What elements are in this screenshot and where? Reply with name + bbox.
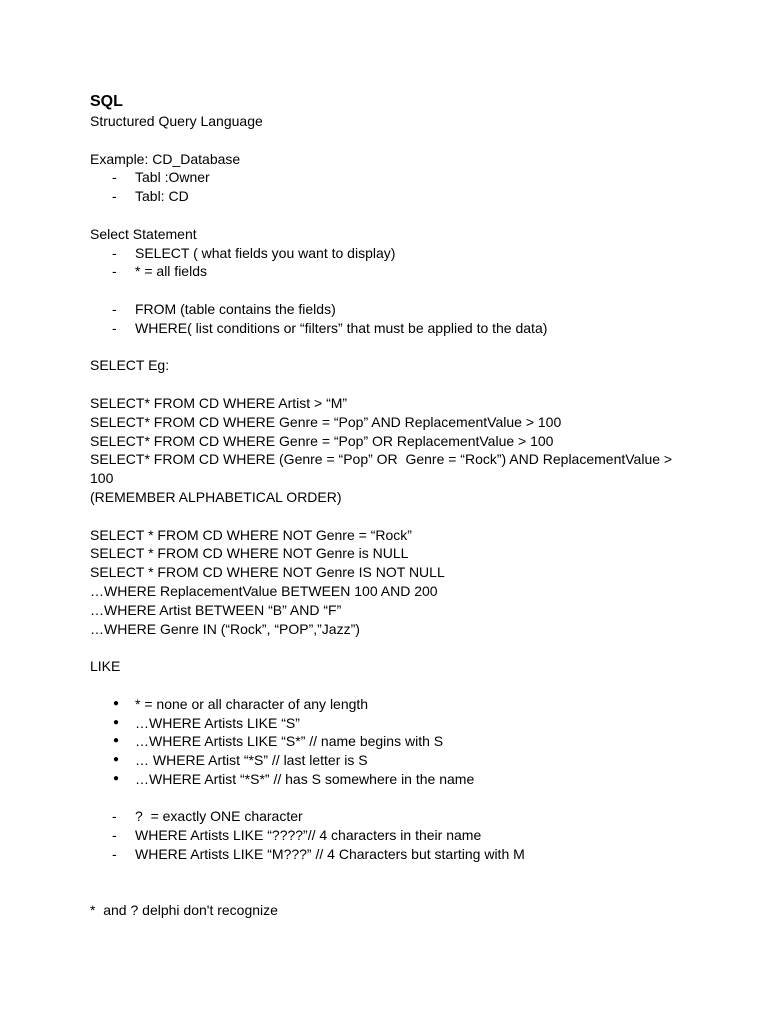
- example-list: [90, 168, 690, 206]
- like-dash-list: [90, 807, 690, 863]
- document-subtitle: Structured Query Language: [90, 113, 263, 129]
- footer-note: * and ? delphi don't recognize: [90, 902, 278, 919]
- list-item: ● * = none or all character of any length: [90, 695, 690, 714]
- select-statement-list-a: [90, 244, 690, 282]
- list-item: - ? = exactly ONE character: [90, 807, 690, 826]
- query-line: SELECT * FROM CD WHERE NOT Genre = “Rock”: [90, 526, 412, 543]
- query-line: SELECT* FROM CD WHERE Artist > “M”: [90, 394, 348, 411]
- list-item: - Tabl :Owner: [90, 168, 690, 187]
- select-eg-heading: SELECT Eg:: [90, 357, 170, 374]
- like-heading: LIKE: [90, 658, 121, 675]
- list-item: ● … WHERE Artist “*S” // last letter is S: [90, 751, 690, 770]
- list-item: - FROM (table contains the fields): [90, 300, 690, 319]
- list-item: - WHERE Artists LIKE “M???” // 4 Characters but starting with M: [90, 845, 690, 864]
- select-statement-list-b: [90, 300, 690, 338]
- list-item: ● …WHERE Artists LIKE “S*” // name begins with S: [90, 732, 690, 751]
- query-line: SELECT* FROM CD WHERE Genre = “Pop” OR ReplacementValue > 100: [90, 432, 554, 449]
- list-item: - * = all fields: [90, 262, 690, 281]
- query-line: SELECT * FROM CD WHERE NOT Genre is NULL: [90, 545, 409, 562]
- list-item: - WHERE Artists LIKE “????”// 4 characters in their name: [90, 826, 690, 845]
- query-note: (REMEMBER ALPHABETICAL ORDER): [90, 488, 342, 505]
- list-item: - Tabl: CD: [90, 187, 690, 206]
- query-line: SELECT* FROM CD WHERE Genre = “Pop” AND ReplacementValue > 100: [90, 413, 562, 430]
- list-item: ● …WHERE Artist “*S*” // has S somewhere in the name: [90, 770, 690, 789]
- document-title: SQL: [90, 93, 123, 110]
- like-bullet-list: [90, 695, 690, 789]
- document-page: [90, 92, 690, 920]
- query-line: 100: [90, 470, 114, 487]
- example-heading: Example: CD_Database: [90, 150, 241, 167]
- query-line: …WHERE Artist BETWEEN “B” AND “F”: [90, 601, 342, 618]
- query-line: SELECT* FROM CD WHERE (Genre = “Pop” OR Genre = “Rock”) AND ReplacementValue >: [90, 451, 673, 468]
- select-statement-heading: Select Statement: [90, 225, 197, 242]
- query-line: …WHERE Genre IN (“Rock”, “POP”,”Jazz”): [90, 620, 360, 637]
- list-item: - WHERE( list conditions or “filters” that must be applied to the data): [90, 319, 690, 338]
- list-item: - SELECT ( what fields you want to display): [90, 244, 690, 263]
- query-line: …WHERE ReplacementValue BETWEEN 100 AND 200: [90, 582, 438, 599]
- query-line: SELECT * FROM CD WHERE NOT Genre IS NOT NULL: [90, 564, 445, 581]
- list-item: ● …WHERE Artists LIKE “S”: [90, 714, 690, 733]
